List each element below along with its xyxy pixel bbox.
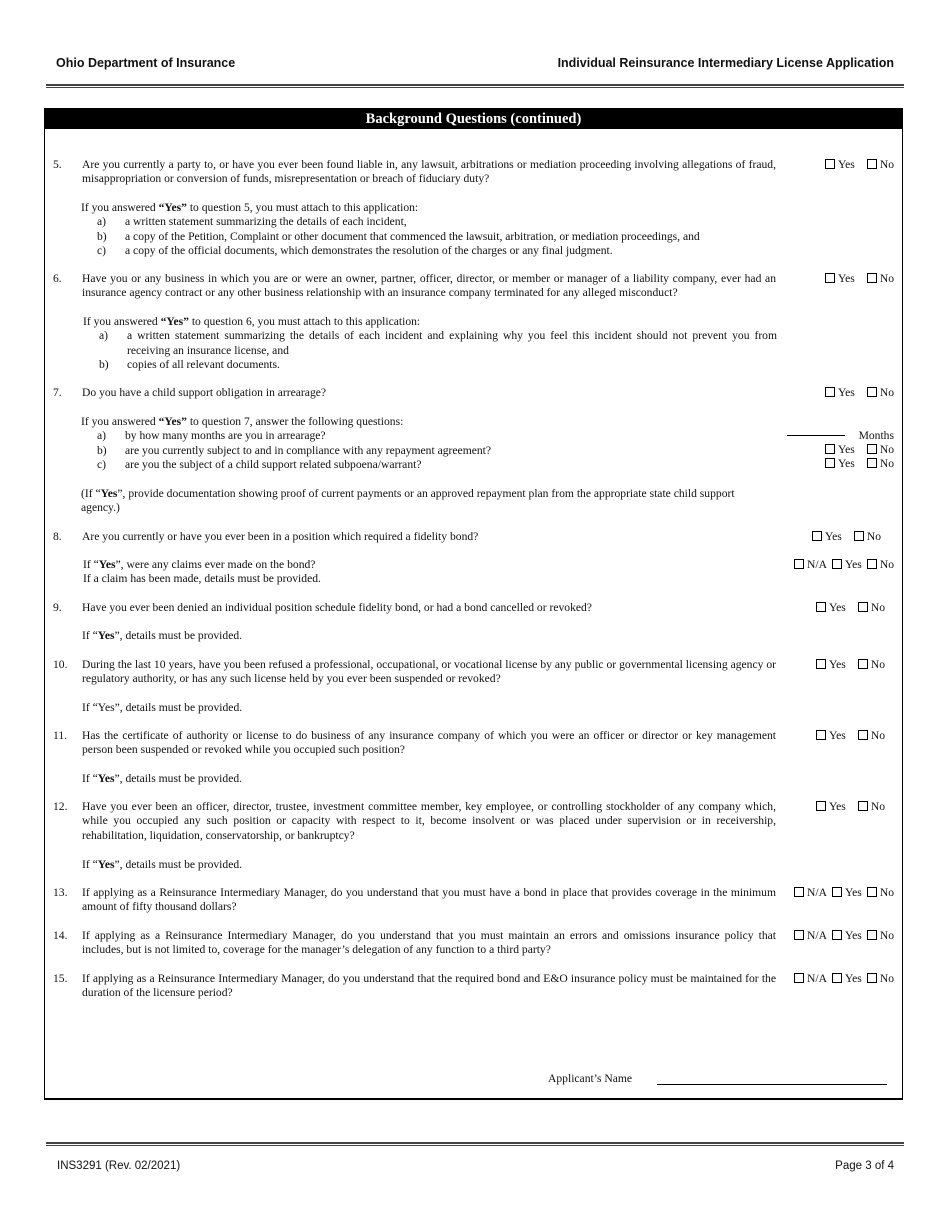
no-checkbox[interactable]: No [867, 158, 894, 172]
na-checkbox[interactable]: N/A [794, 972, 827, 986]
no-checkbox[interactable]: No [867, 272, 894, 286]
no-checkbox[interactable]: No [867, 558, 894, 572]
list-item: b) a copy of the Petition, Complaint or other document that commenced the lawsuit, arbitration, or mediation proceedings, and [97, 229, 700, 243]
yes-checkbox[interactable]: Yes [825, 386, 855, 400]
question-text: During the last 10 years, have you been refused a professional, occupational, or vocational license by any public or governmental licensing agency or regulatory authority, or has any such license held by you ever been suspended or revoked? [82, 658, 776, 686]
yes-checkbox[interactable]: Yes [816, 658, 846, 672]
answer-options [812, 530, 881, 544]
question-text: Are you currently a party to, or have you ever been found liable in, any lawsuit, arbitrations or mediation proceeding involving allegations of fraud, misappropriation or conversion of funds, misrepresentation or breach of fiduciary duty? [82, 158, 776, 186]
applicant-name-input[interactable] [657, 1084, 887, 1085]
question-number: 8. [53, 530, 62, 543]
question-text: If applying as a Reinsurance Intermediary Manager, do you understand that the required bond and E&O insurance policy must be maintained for the duration of the licensure period? [82, 972, 776, 1000]
section-title: Background Questions (continued) [45, 109, 902, 129]
na-checkbox[interactable]: N/A [794, 558, 827, 572]
question-text: Has the certificate of authority or license to do business of any insurance company of which you were an officer or director or key management person been suspended or revoked while you occupied such position? [82, 729, 776, 757]
months-field: Months [787, 429, 894, 443]
answer-options [794, 558, 894, 572]
answer-options [816, 800, 885, 814]
months-input[interactable] [787, 435, 845, 436]
no-checkbox[interactable]: No [858, 800, 885, 814]
na-checkbox[interactable]: N/A [794, 929, 827, 943]
no-checkbox[interactable]: No [858, 601, 885, 615]
no-checkbox[interactable]: No [854, 530, 881, 544]
yes-checkbox[interactable]: Yes [832, 886, 862, 900]
list-item: b) are you currently subject to and in compliance with any repayment agreement? [97, 443, 492, 457]
yes-checkbox[interactable]: Yes [816, 601, 846, 615]
no-checkbox[interactable]: No [867, 443, 894, 457]
question-number: 10. [53, 658, 68, 671]
instruction-text: If you answered [81, 415, 159, 428]
question-text: Are you currently or have you ever been in a position which required a fidelity bond? [82, 530, 479, 543]
instruction-text: If a claim has been made, details must be provided. [83, 572, 321, 586]
yes-checkbox[interactable]: Yes [832, 929, 862, 943]
answer-options [825, 158, 894, 172]
question-number: 7. [53, 386, 62, 399]
instruction-text: If you answered [81, 201, 159, 214]
footer-rule [46, 1142, 904, 1146]
question-text: If applying as a Reinsurance Intermediary Manager, do you understand that you must have a bond in place that provides coverage in the minimum amount of fifty thousand dollars? [82, 886, 776, 914]
no-checkbox[interactable]: No [867, 929, 894, 943]
yes-checkbox[interactable]: Yes [825, 158, 855, 172]
answer-options [825, 386, 894, 400]
question-number: 12. [53, 800, 68, 813]
question-number: 5. [53, 158, 62, 171]
applicant-name-label: Applicant’s Name [548, 1072, 633, 1085]
answer-options [794, 886, 894, 900]
instruction-text: If you answered [83, 315, 161, 328]
question-text: Have you ever been denied an individual position schedule fidelity bond, or had a bond cancelled or revoked? [82, 601, 592, 614]
question-text: Have you ever been an officer, director, trustee, investment committee member, key employee, or controlling stockholder of any company which, while you occupied any such position or capacity with respect to it, become insolvent or was placed under supervision or in receivership, rehabilitation, liquidation, conservatorship, or bankruptcy? [82, 800, 776, 842]
question-text: Do you have a child support obligation in arrearage? [82, 386, 327, 399]
answer-options [825, 272, 894, 286]
no-checkbox[interactable]: No [867, 972, 894, 986]
list-item: a) a written statement summarizing the details of each incident, [97, 215, 407, 229]
agency-name: Ohio Department of Insurance [56, 56, 236, 70]
header-rule [46, 84, 904, 88]
yes-checkbox[interactable]: Yes [832, 972, 862, 986]
question-number: 15. [53, 972, 68, 985]
answer-options [794, 929, 894, 943]
answer-options [816, 729, 885, 743]
answer-options [816, 601, 885, 615]
yes-checkbox[interactable]: Yes [825, 443, 855, 457]
question-number: 6. [53, 272, 62, 285]
answer-options [816, 658, 885, 672]
yes-checkbox[interactable]: Yes [812, 530, 842, 544]
question-number: 13. [53, 886, 68, 899]
list-item: a) a written statement summarizing the details of each incident and explaining why you feel this incident should not prevent you from receiving an insurance license, and [99, 329, 777, 357]
no-checkbox[interactable]: No [858, 729, 885, 743]
list-item: c) are you the subject of a child support related subpoena/warrant? [97, 458, 422, 472]
answer-options-b [825, 443, 894, 457]
page-number: Page 3 of 4 [835, 1160, 894, 1172]
yes-checkbox[interactable]: Yes [825, 457, 855, 471]
yes-checkbox[interactable]: Yes [816, 729, 846, 743]
question-number: 9. [53, 601, 62, 614]
yes-checkbox[interactable]: Yes [825, 272, 855, 286]
answer-options [794, 972, 894, 986]
yes-checkbox[interactable]: Yes [832, 558, 862, 572]
no-checkbox[interactable]: No [867, 457, 894, 471]
list-item: b) copies of all relevant documents. [99, 358, 280, 372]
yes-checkbox[interactable]: Yes [816, 800, 846, 814]
background-questions-section: Background Questions (continued) 5. Are you currently a party to, or have you ever been found liable in, any lawsuit, arbitrations or mediation proceeding involving allegations of fraud, misappropriation or conversion of funds, misrepresentation or breach of fiduciary duty? Yes No If you answered “Yes” to question 5, you must attach to this application: a) a written statement summarizing the details of each incident, b) a copy of the Petition, Complaint or other document that commenced the lawsuit, arbitration, or mediation proceedings, and c) a copy of the official documents, which demonstrates the resolution of the charges or any final judgment. 6. Have you or any business in which you are or were an owner, partner, officer, director, or member or manager of a liability company, ever had an insurance agency contract or any other business relationship with an insurance company terminated for any alleged misconduct? Yes No If you answered “Yes” to question 6, you must attach to this application: a) a written statement summarizing the details of each incident and explaining why you feel this incident should not prevent you from receiving an insurance license, and b) copies of all relevant documents. 7. Do you have a child support obligation in arrearage? Yes No If you answered “Yes” to question 7, answer the following questions: a) by how many months are you in arrearage? b) are you currently subject to and in compliance with any repayment agreement? c) are you the subject of a child support related subpoena/warrant? Months Yes No Yes No (If “Yes”, provide documentation showing proof of current payments or an approved repayment plan from the appropriate state child support agency.) 8. Are you currently or have you ever been in a position which required a fidelity bond? Yes No If “Yes”, were any claims ever made on the bond? If a claim has been made, details must be provided. N/A Yes No 9. Have you ever been denied an individual position schedule fidelity bond, or had a bond cancelled or revoked? Yes No If “Yes”, details must be provided. 10. During the last 10 years, have you been refused a professional, occupational, or vocational license by any public or governmental licensing agency or regulatory authority, or has any such license held by you ever been suspended or revoked? Yes No If “Yes”, details must be provided. 11. Has the certificate of authority or license to do business of any insurance company of which you were an officer or director or key management person been suspended or revoked while you occupied such position? Yes No If “Yes”, details must be provided. 12. Have you ever been an officer, director, trustee, investment committee member, key employee, or controlling stockholder of any company which, while you occupied any such position or capacity with respect to it, become insolvent or was placed under supervision or in receivership, rehabilitation, liquidation, conservatorship, or bankruptcy? Yes No If “Yes”, details must be provided. 13. If applying as a Reinsurance Intermediary Manager, do you understand that you must have a bond in place that provides coverage in the minimum amount of fifty thousand dollars? N/A Yes No 14. If applying as a Reinsurance Intermediary Manager, do you understand that you must maintain an errors and omissions insurance policy that includes, but is not limited to, coverage for the manager’s delegation of any function to a third party? N/A Yes No 15. If applying as a Reinsurance Intermediary Manager, do you understand that the required bond and E&O insurance policy must be maintained for the duration of the licensure period? N/A Yes No Applicant’s Name [44, 108, 903, 1100]
answer-options-c [825, 457, 894, 471]
form-number: INS3291 (Rev. 02/2021) [57, 1160, 181, 1172]
question-number: 14. [53, 929, 68, 942]
question-text: Have you or any business in which you are or were an owner, partner, officer, director, or member or manager of a liability company, ever had an insurance agency contract or any other business relationship with an insurance company terminated for any alleged misconduct? [82, 272, 776, 300]
no-checkbox[interactable]: No [858, 658, 885, 672]
no-checkbox[interactable]: No [867, 886, 894, 900]
no-checkbox[interactable]: No [867, 386, 894, 400]
list-item: a) by how many months are you in arrearage? [97, 429, 326, 443]
question-text: If applying as a Reinsurance Intermediary Manager, do you understand that you must maintain an errors and omissions insurance policy that includes, but is not limited to, coverage for the manager’s delegation of any function to a third party? [82, 929, 776, 957]
list-item: c) a copy of the official documents, which demonstrates the resolution of the charges or any final judgment. [97, 244, 613, 258]
form-title: Individual Reinsurance Intermediary License Application [557, 56, 894, 70]
na-checkbox[interactable]: N/A [794, 886, 827, 900]
question-number: 11. [53, 729, 68, 742]
